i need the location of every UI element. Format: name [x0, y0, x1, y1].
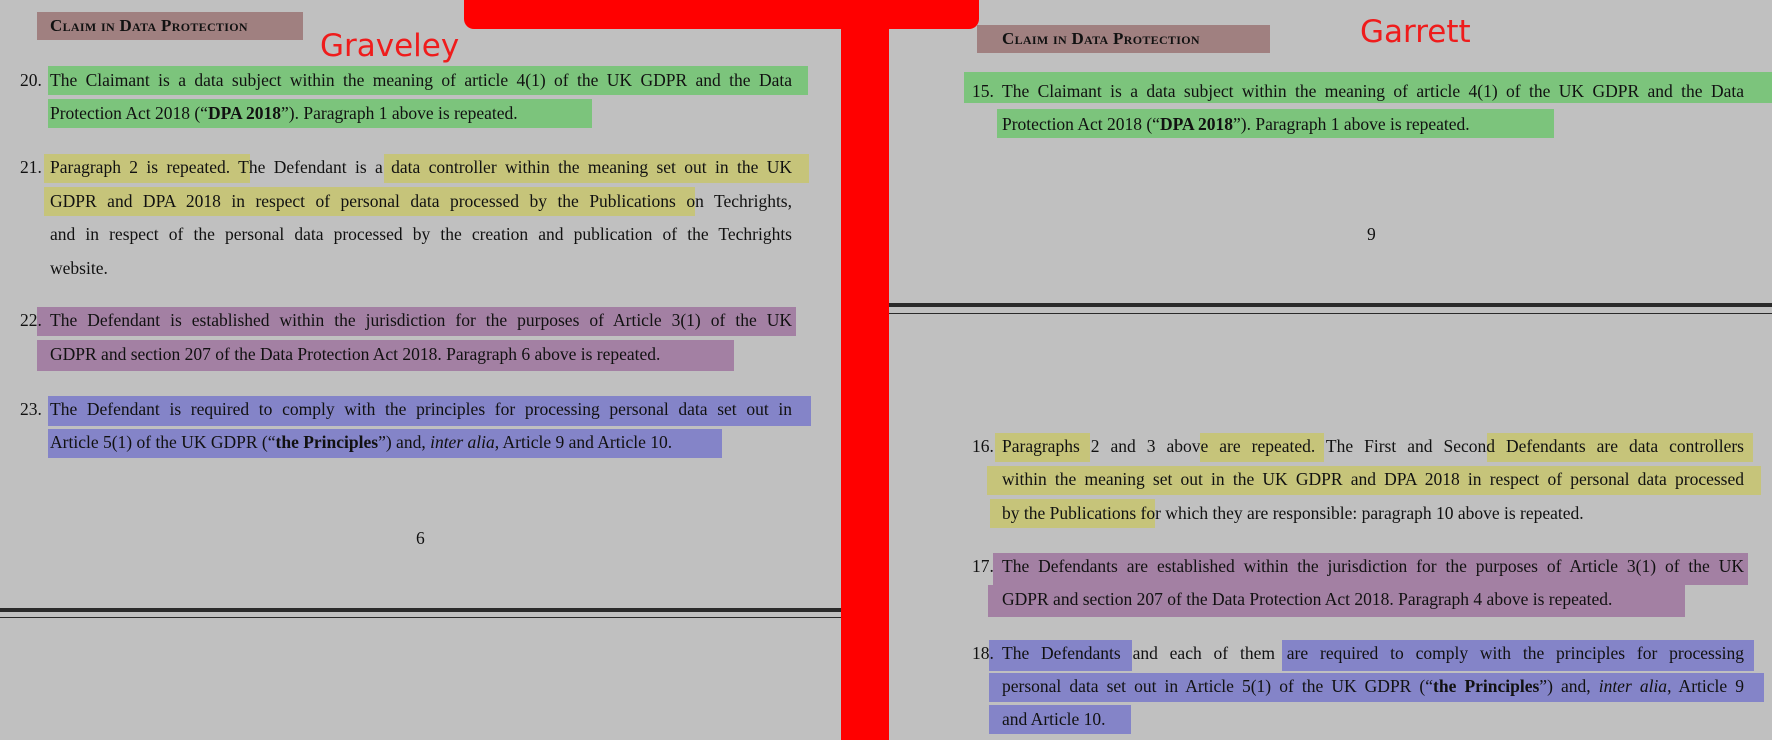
paragraph-line: The Defendants are established within the jurisdiction for the purposes of Article 3(1) of the UK [1002, 556, 1744, 576]
left-header: Claim in Data Protection [50, 16, 248, 35]
page-number: 9 [1367, 224, 1376, 244]
left-name-label: Graveley [320, 28, 460, 64]
page-separator [0, 608, 841, 612]
paragraph-line: within the meaning set out in the UK GDPR and DPA 2018 in respect of personal data processed [1002, 469, 1744, 489]
paragraph-number: 18. [972, 643, 994, 663]
paragraph-line: website. [50, 258, 108, 278]
paragraph-line: and in respect of the personal data processed by the creation and publication of the Techrights [50, 224, 792, 244]
paragraph-line: GDPR and section 207 of the Data Protection Act 2018. Paragraph 4 above is repeated. [1002, 589, 1613, 609]
paragraph-line: Protection Act 2018 (“DPA 2018”). Paragraph 1 above is repeated. [50, 103, 518, 123]
paragraph-line: by the Publications for which they are responsible: paragraph 10 above is repeated. [1002, 503, 1584, 523]
page-separator-line [0, 617, 841, 618]
paragraph-line: The Defendant is established within the jurisdiction for the purposes of Article 3(1) of the UK [50, 310, 792, 330]
paragraph-line: Paragraph 2 is repeated. The Defendant is a data controller within the meaning set out in the UK [50, 157, 792, 177]
page-number: 6 [416, 528, 425, 548]
paragraph-line: Article 5(1) of the UK GDPR (“the Principles”) and, inter alia, Article 9 and Article 10. [50, 432, 673, 452]
paragraph-line: The Claimant is a data subject within the meaning of article 4(1) of the UK GDPR and the Data [1002, 81, 1744, 101]
paragraph-number: 17. [972, 556, 994, 576]
paragraph-number: 16. [972, 436, 994, 456]
right-header: Claim in Data Protection [1002, 29, 1200, 48]
paragraph-number: 23. [20, 399, 42, 419]
paragraph-line: The Defendants and each of them are required to comply with the principles for processing [1002, 643, 1744, 663]
red-divider-vertical [841, 0, 889, 740]
paragraph-number: 21. [20, 157, 42, 177]
page-separator [889, 303, 1772, 307]
right-name-label: Garrett [1360, 14, 1471, 50]
paragraph-number: 15. [972, 81, 994, 101]
paragraph-line: and Article 10. [1002, 709, 1106, 729]
page-separator-line [889, 313, 1772, 314]
paragraph-line: GDPR and section 207 of the Data Protection Act 2018. Paragraph 6 above is repeated. [50, 344, 661, 364]
paragraph-number: 20. [20, 70, 42, 90]
paragraph-line: Protection Act 2018 (“DPA 2018”). Paragraph 1 above is repeated. [1002, 114, 1470, 134]
paragraph-line: The Defendant is required to comply with the principles for processing personal data set out in [50, 399, 792, 419]
paragraph-line: personal data set out in Article 5(1) of the UK GDPR (“the Principles”) and, inter alia, Article 9 [1002, 676, 1744, 696]
paragraph-line: GDPR and DPA 2018 in respect of personal data processed by the Publications on Techrights, [50, 191, 792, 211]
paragraph-line: The Claimant is a data subject within the meaning of article 4(1) of the UK GDPR and the Data [50, 70, 792, 90]
paragraph-number: 22. [20, 310, 42, 330]
paragraph-line: Paragraphs 2 and 3 above are repeated. The First and Second Defendants are data controllers [1002, 436, 1744, 456]
red-divider-top-bar [464, 0, 979, 29]
